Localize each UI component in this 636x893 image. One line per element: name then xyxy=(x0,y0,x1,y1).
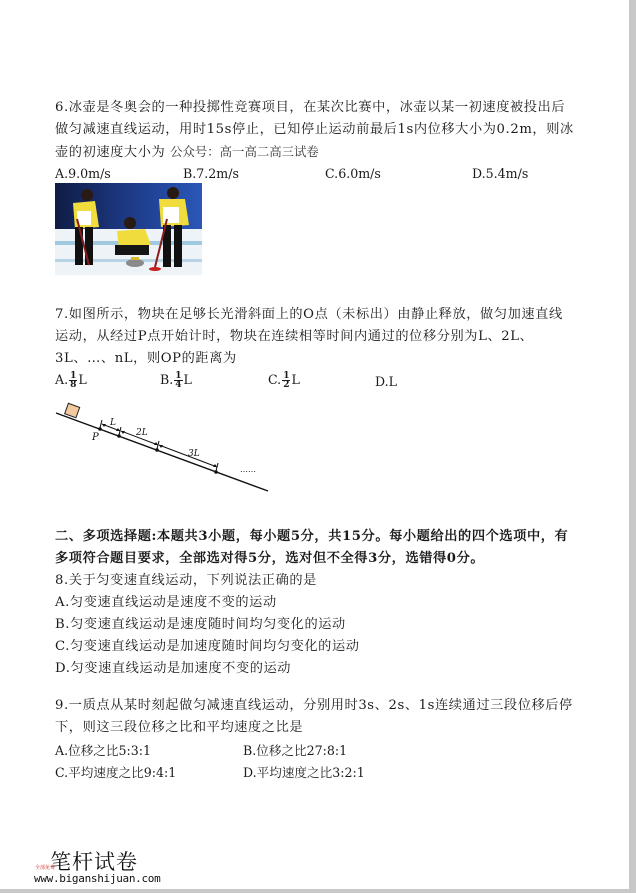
curling-players-image-icon xyxy=(55,183,202,275)
site-logo-text: 笔杆试卷 xyxy=(50,850,138,874)
q9-option-d: D.平均速度之比3:2:1 xyxy=(243,765,365,780)
q7-option-b xyxy=(160,372,192,389)
free-badge: 全部免费 xyxy=(35,865,56,871)
q6-line-1: 6.冰壶是冬奥会的一种投掷性竞赛项目，在某次比赛中，冰壶以某一初速度被投出后 xyxy=(55,100,566,115)
segment-label-2: 2L xyxy=(136,428,148,438)
fraction-denominator: 4 xyxy=(175,380,182,390)
segment-label-3: 3L xyxy=(188,449,200,459)
q6-option-c: C.6.0m/s xyxy=(325,166,381,181)
q9-option-b: B.位移之比27:8:1 xyxy=(243,743,348,758)
q7-line-3: 3L、…、nL，则OP的距离为 xyxy=(55,351,237,366)
q8-stem: 8.关于匀变速直线运动，下列说法正确的是 xyxy=(55,573,317,588)
q7-option-b-prefix: B. xyxy=(160,372,174,387)
q7-option-c-suffix: L xyxy=(291,372,300,387)
incline-plane-icon xyxy=(50,398,280,498)
q8-option-c: C.匀变速直线运动是加速度随时间均匀变化的运动 xyxy=(55,639,360,654)
page-edge-bottom xyxy=(0,889,636,893)
fraction-numerator: 1 xyxy=(283,371,290,381)
curling-photo xyxy=(55,183,202,275)
page-edge-right xyxy=(629,0,636,893)
q7-option-a xyxy=(55,372,87,389)
site-url-link[interactable]: www.biganshijuan.com xyxy=(34,872,161,885)
q6-option-d: D.5.4m/s xyxy=(472,166,529,181)
segment-label-1: L xyxy=(110,418,116,428)
q7-option-d-suffix: L xyxy=(388,374,398,389)
q8-option-b: B.匀变速直线运动是速度随时间均匀变化的运动 xyxy=(55,617,346,632)
section-2-line-2: 多项符合题目要求，全部选对得5分，选对但不全得3分，选错得0分。 xyxy=(55,551,485,566)
point-p-label: P xyxy=(92,432,99,443)
q9-option-a: A.位移之比5:3:1 xyxy=(55,743,151,758)
q6-line-3-text: 壶的初速度大小为 xyxy=(55,145,166,160)
q7-option-d-prefix: D. xyxy=(375,374,389,389)
q7-option-a-suffix: L xyxy=(78,372,87,387)
q7-option-c xyxy=(268,372,300,389)
q9-option-c: C.平均速度之比9:4:1 xyxy=(55,765,177,780)
fraction-denominator: 8 xyxy=(70,380,77,390)
q6-option-a: A.9.0m/s xyxy=(55,166,111,181)
fraction-numerator: 1 xyxy=(175,371,182,381)
q6-line-2: 做匀减速直线运动，用时15s停止，已知停止运动前最后1s内位移大小为0.2m，则冰 xyxy=(55,122,574,137)
fraction-denominator: 2 xyxy=(283,380,290,390)
fraction xyxy=(174,372,182,389)
q6-option-b: B.7.2m/s xyxy=(183,166,239,181)
q7-option-a-prefix: A. xyxy=(55,372,69,387)
q9-line-1: 9.一质点从某时刻起做匀减速直线运动，分别用时3s、2s、1s连续通过三段位移后停 xyxy=(55,698,573,713)
q7-option-d xyxy=(375,374,397,390)
fraction xyxy=(282,372,290,389)
q7-line-2: 运动，从经过P点开始计时，物块在连续相等时间内通过的位移分别为L、2L、 xyxy=(55,329,534,344)
q8-option-a: A.匀变速直线运动是速度不变的运动 xyxy=(55,595,277,610)
ellipsis-label: …… xyxy=(240,465,256,474)
section-2-line-1: 二、多项选择题:本题共3小题，每小题5分，共15分。每小题给出的四个选项中，有 xyxy=(55,529,569,544)
fraction-numerator: 1 xyxy=(70,371,77,381)
q9-line-2: 下，则这三段位移之比和平均速度之比是 xyxy=(55,720,304,735)
watermark-text: 公众号：高一高二高三试卷 xyxy=(170,144,319,159)
incline-diagram xyxy=(50,398,280,498)
fraction xyxy=(69,372,77,389)
q7-option-b-suffix: L xyxy=(183,372,192,387)
q7-line-1: 7.如图所示，物块在足够长光滑斜面上的O点（未标出）由静止释放，做匀加速直线 xyxy=(55,307,563,322)
q6-line-3 xyxy=(55,144,319,161)
q8-option-d: D.匀变速直线运动是加速度不变的运动 xyxy=(55,661,292,676)
q7-option-c-prefix: C. xyxy=(268,372,282,387)
